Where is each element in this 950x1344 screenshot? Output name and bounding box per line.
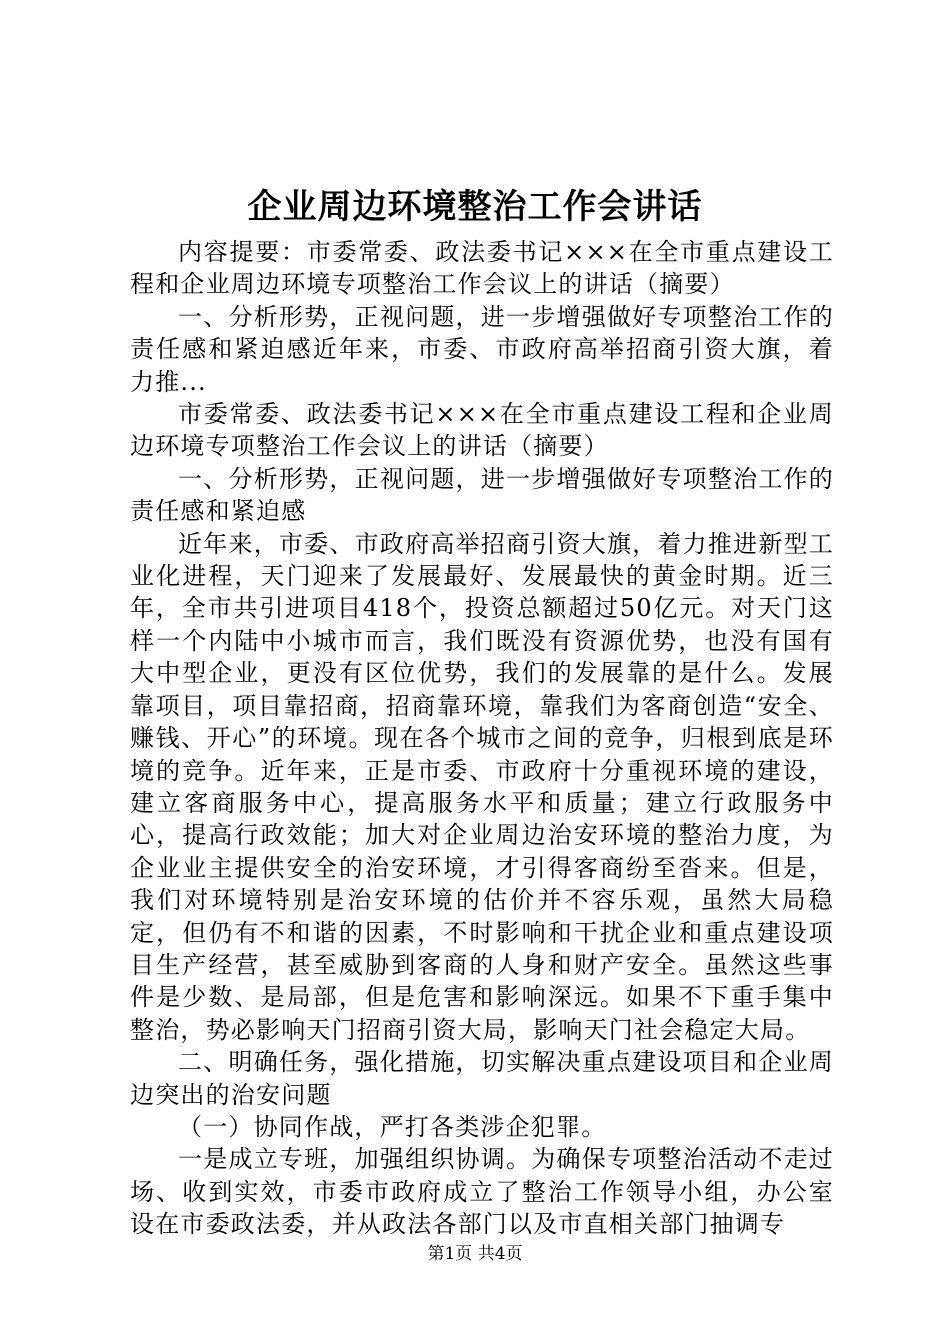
paragraph-summary-section-one: 一、分析形势，正视问题，进一步增强做好专项整治工作的责任感和紧迫感近年来，市委、市政府高举招商引资大旗，着力推... <box>130 302 834 396</box>
section-heading-two: 二、明确任务，强化措施，切实解决重点建设项目和企业周边突出的治安问题 <box>130 1048 834 1109</box>
subsection-heading-one: （一）协同作战，严打各类涉企犯罪。 <box>178 1112 607 1141</box>
document-title: 企业周边环境整治工作会讲话 <box>247 187 703 227</box>
paragraph-speech-intro: 市委常委、政法委书记×××在全市重点建设工程和企业周边环境专项整治工作会议上的讲话（摘要） <box>130 400 834 461</box>
paragraph-task-force: 一是成立专班，加强组织协调。为确保专项整治活动不走过场、收到实效，市委市政府成立了整治工作领导小组，办公室设在市委政法委，并从政法各部门以及市直相关部门抽调专 <box>130 1145 834 1239</box>
section-heading-one: 一、分析形势，正视问题，进一步增强做好专项整治工作的责任感和紧迫感 <box>130 464 834 526</box>
paragraph-summary: 内容提要：市委常委、政法委书记×××在全市重点建设工程和企业周边环境专项整治工作会议上的讲话（摘要） <box>130 238 834 299</box>
document-body <box>130 236 834 1241</box>
page-number: 第1页 共4页 <box>427 1244 523 1264</box>
paragraph-situation: 近年来，市委、市政府高举招商引资大旗，着力推进新型工业化进程，天门迎来了发展最好、发展最快的黄金时期。近三年，全市共引进项目418个，投资总额超过50亿元。对天门这样一个内陆中小城市而言，我们既没有资源优势，也没有国有大中型企业，更没有区位优势，我们的发展靠的是什么。发展靠项目，项目靠招商，招商靠环境，靠我们为客商创造“安全、赚钱、开心”的环境。现在各个城市之间的竞争，归根到底是环境的竞争。近年来，正是市委、市政府十分重视环境的建设，建立客商服务中心，提高服务水平和质量；建立行政服务中心，提高行政效能；加大对企业周边治安环境的整治力度，为企业业主提供安全的治安环境，才引得客商纷至沓来。但是，我们对环境特别是治安环境的估价并不容乐观，虽然大局稳定，但仍有不和谐的因素，不时影响和干扰企业和重点建设项目生产经营，甚至威胁到客商的人身和财产安全。虽然这些事件是少数、是局部，但是危害和影响深远。如果不下重手集中整治，势必影响天门招商引资大局，影响天门社会稳定大局。 <box>130 529 834 1044</box>
